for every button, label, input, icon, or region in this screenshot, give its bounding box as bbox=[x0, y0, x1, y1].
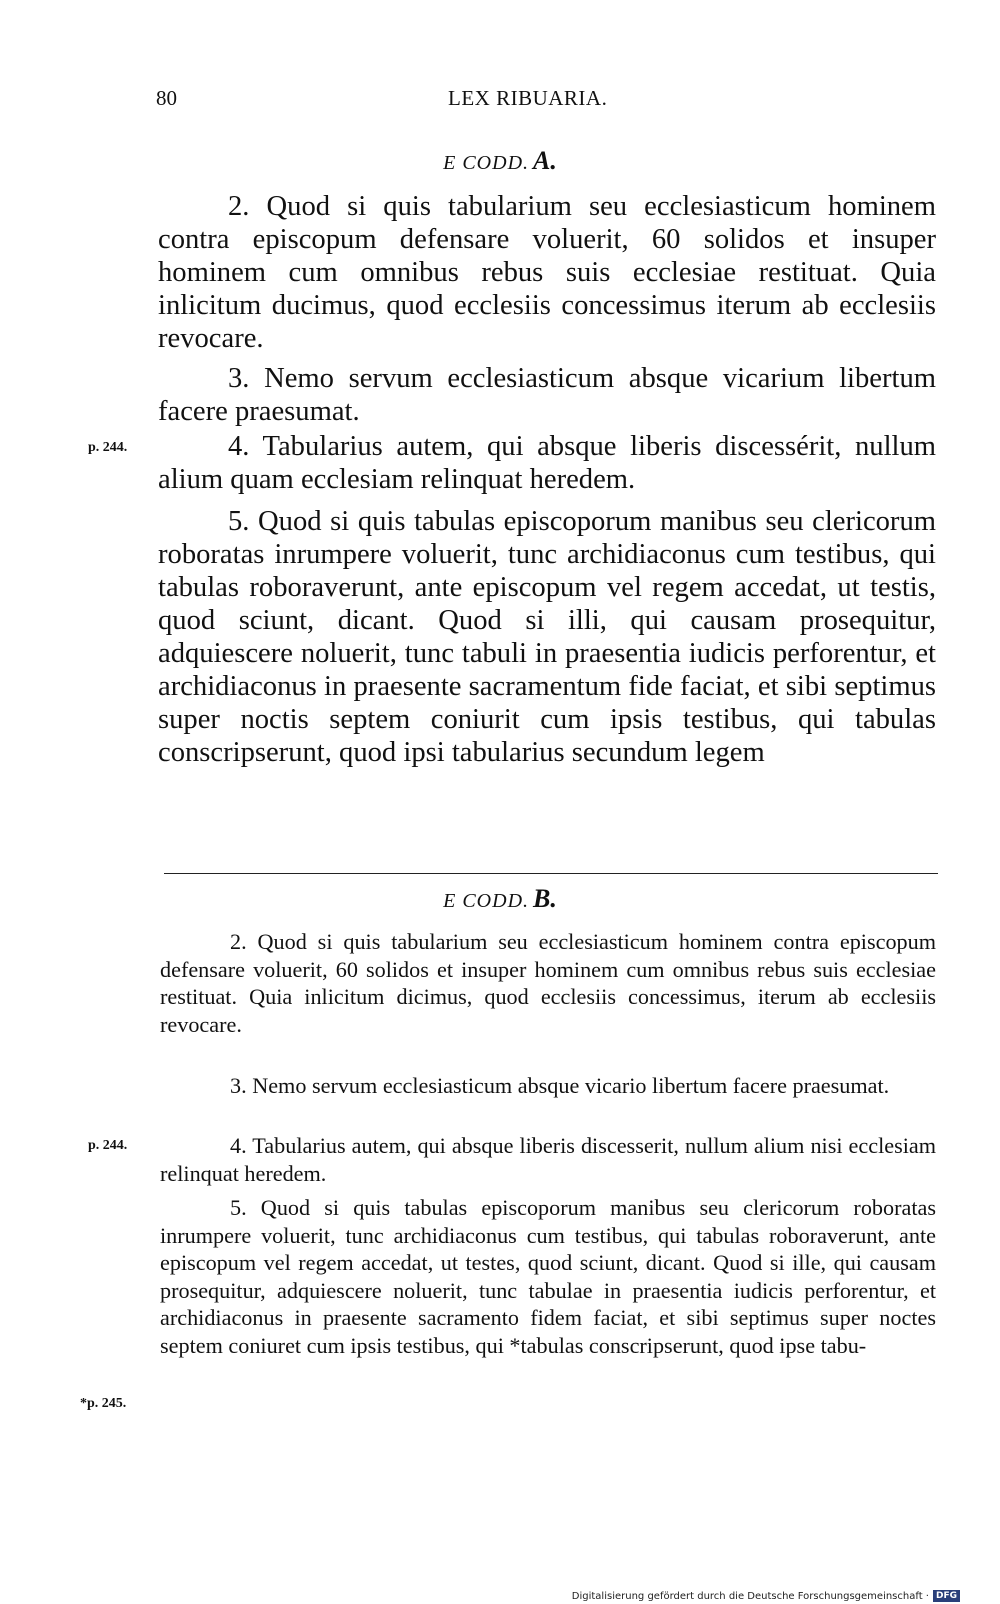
margin-note-p245: *p. 245. bbox=[80, 1396, 127, 1411]
section-a-paragraph-2: 2. Quod si quis tabularium seu ecclesiasticum hominem contra episcopum defensare voluerit, 60 solidos et insuper hominem cum omnibus rebus suis ecclesiae restituat. Quia inlicitum ducimus, quod ecclesiis concessimus iterum ab ecclesiis revocare. bbox=[158, 191, 936, 354]
section-b-paragraph-2: 2. Quod si quis tabularium seu ecclesiasticum hominem contra episcopum defensare voluerit, 60 solidos et insuper hominem cum omnibus rebus suis ecclesiae restituat. Quia inlicitum dicimus, quod ecclesiis concessimus, iterum ab ecclesiis revocare. bbox=[160, 929, 936, 1037]
section-a-paragraph-4: 4. Tabularius autem, qui absque liberis discessérit, nullum alium quam ecclesiam relinquat heredem. bbox=[158, 431, 936, 495]
page-number: 80 bbox=[156, 86, 177, 110]
section-heading-a bbox=[0, 146, 1000, 176]
credit-text: Digitalisierung gefördert durch die Deutsche Forschungsgemeinschaft · bbox=[571, 1590, 929, 1602]
dfg-logo: DFG bbox=[933, 1590, 960, 1602]
codd-label: E CODD. bbox=[443, 152, 530, 174]
digitization-credit bbox=[572, 1590, 960, 1602]
section-b-paragraph-4: 4. Tabularius autem, qui absque liberis discesserit, nullum alium nisi ecclesiam relinquat heredem. bbox=[160, 1133, 936, 1186]
section-a-paragraph-3: 3. Nemo servum ecclesiasticum absque vicarium libertum facere praesumat. bbox=[158, 363, 936, 427]
margin-note-p244-b: p. 244. bbox=[88, 1138, 128, 1153]
running-title: LEX RIBUARIA. bbox=[448, 86, 608, 110]
codd-letter: A. bbox=[533, 146, 557, 175]
section-divider bbox=[164, 873, 938, 874]
margin-note-p244: p. 244. bbox=[88, 440, 128, 455]
section-b-paragraph-3: 3. Nemo servum ecclesiasticum absque vicario libertum facere praesumat. bbox=[230, 1073, 890, 1098]
codd-letter: B. bbox=[533, 884, 557, 913]
section-b-paragraph-5: 5. Quod si quis tabulas episcoporum manibus seu clericorum roboratas inrumpere voluerit, tunc archidiaconus cum testibus, qui tabulas roboraverunt, ante episcopum vel regem accedat, ut testes, quod sciunt, dicant. Quod si ille, qui causam prosequitur, adquiescere noluerit, tunc tabulae in praesentia iudicis perforentur, et archidiaconus in praesente sacramento fidem faciat, et sibi septimus super noctes septem coniuret cum ipsis testibus, qui *tabulas conscripserunt, quod ipse tabu- bbox=[160, 1195, 936, 1358]
section-a-paragraph-5: 5. Quod si quis tabulas episcoporum manibus seu clericorum roboratas inrumpere voluerit, tunc archidiaconus cum testibus, qui tabulas roboraverunt, ante episcopum vel regem accedat, ut testis, quod sciunt, dicant. Quod si illi, qui causam prosequitur, adquiescere noluerit, tunc tabuli in praesentia iudicis perforentur, et archidiaconus in praesente sacramentum fide faciat, et sibi septimus super noctis septem coniurit cum ipsis testibus, qui tabulas conscripserunt, quod ipsi tabularius secundum legem bbox=[158, 506, 936, 768]
section-heading-b bbox=[0, 884, 1000, 914]
codd-label: E CODD. bbox=[443, 890, 530, 912]
page-header bbox=[0, 86, 1000, 116]
